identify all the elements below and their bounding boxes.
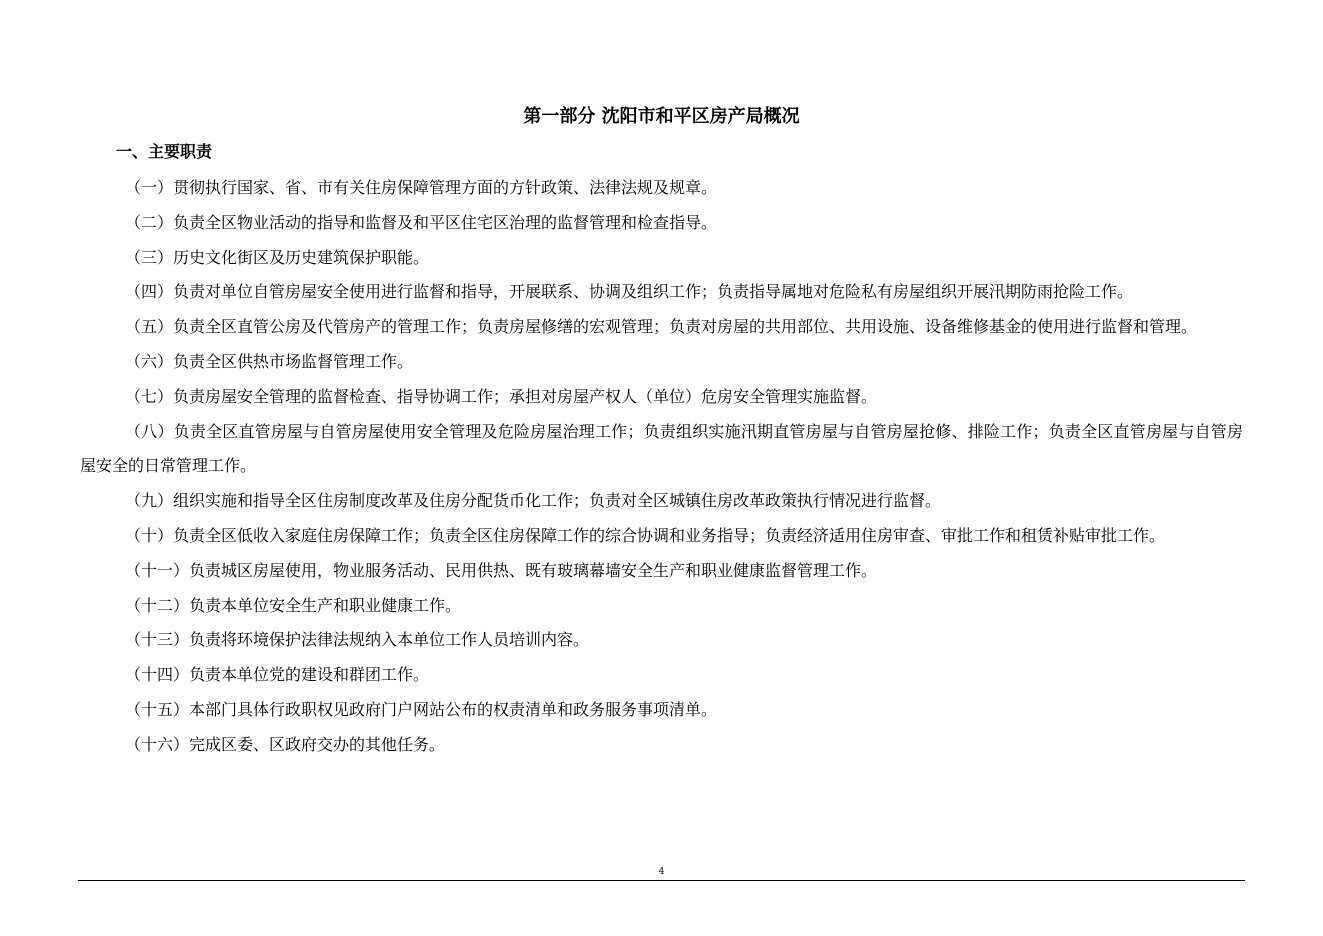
duty-item-11: （十一）负责城区房屋使用，物业服务活动、民用供热、既有玻璃幕墙安全生产和职业健康监督管理工作。 bbox=[125, 560, 878, 580]
duty-item-14: （十四）负责本单位党的建设和群团工作。 bbox=[125, 665, 430, 685]
duty-item-13: （十三）负责将环境保护法律法规纳入本单位工作人员培训内容。 bbox=[125, 630, 590, 650]
duty-item-4: （四）负责对单位自管房屋安全使用进行监督和指导，开展联系、协调及组织工作；负责指导属地对危险私有房屋组织开展汛期防雨抢险工作。 bbox=[125, 282, 1134, 302]
page-title: 第一部分 沈阳市和平区房产局概况 bbox=[523, 106, 800, 127]
duty-item-10: （十）负责全区低收入家庭住房保障工作；负责全区住房保障工作的综合协调和业务指导；负责经济适用住房审查、审批工作和租赁补贴审批工作。 bbox=[125, 525, 1166, 545]
duty-item-2: （二）负责全区物业活动的指导和监督及和平区住宅区治理的监督管理和检查指导。 bbox=[125, 212, 718, 232]
page-number: 4 bbox=[658, 867, 665, 877]
duty-item-6: （六）负责全区供热市场监督管理工作。 bbox=[125, 351, 414, 371]
duty-item-3: （三）历史文化街区及历史建筑保护职能。 bbox=[125, 247, 430, 267]
duty-item-12: （十二）负责本单位安全生产和职业健康工作。 bbox=[125, 595, 462, 615]
duty-item-9: （九）组织实施和指导全区住房制度改革及住房分配货币化工作；负责对全区城镇住房改革政策执行情况进行监督。 bbox=[125, 491, 942, 511]
duty-item-1: （一）贯彻执行国家、省、市有关住房保障管理方面的方针政策、法律法规及规章。 bbox=[125, 178, 718, 197]
footer-divider bbox=[78, 880, 1245, 881]
duty-item-5: （五）负责全区直管公房及代管房产的管理工作；负责房屋修缮的宏观管理；负责对房屋的共用部位、共用设施、设备维修基金的使用进行监督和管理。 bbox=[125, 317, 1198, 337]
duty-list bbox=[80, 171, 1243, 763]
section-heading: 一、主要职责 bbox=[116, 142, 213, 161]
duty-item-15: （十五）本部门具体行政职权见政府门户网站公布的权责清单和政务服务事项清单。 bbox=[125, 699, 718, 719]
duty-item-8: （八）负责全区直管房屋与自管房屋使用安全管理及危险房屋治理工作；负责组织实施汛期直管房屋与自管房屋抢修、排险工作；负责全区直管房屋与自管房屋安全的日常管理工作。 bbox=[80, 421, 1243, 476]
duty-item-16: （十六）完成区委、区政府交办的其他任务。 bbox=[125, 734, 446, 754]
duty-item-7: （七）负责房屋安全管理的监督检查、指导协调工作；承担对房屋产权人（单位）危房安全管理实施监督。 bbox=[125, 386, 878, 406]
